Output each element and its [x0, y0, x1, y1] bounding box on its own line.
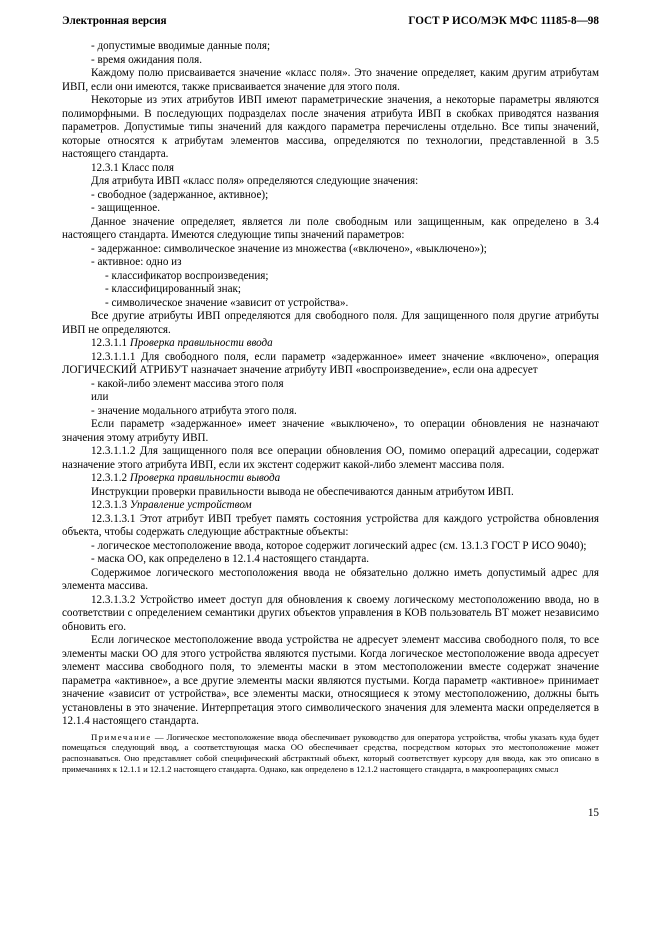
note-label: Примечание	[91, 731, 152, 742]
clause-number: 12.3.1.3	[91, 499, 128, 511]
paragraph: - какой-либо элемент массива этого поля	[91, 377, 284, 390]
note-paragraph	[62, 732, 599, 775]
paragraph: Если параметр «задержанное» имеет значение «выключено», то операции обновления не назначают значения этому атрибуту ИВП.	[62, 418, 599, 444]
paragraph: Каждому полю присваивается значение «класс поля». Это значение определяет, каким другим атрибутам ИВП, если они имеются, также присваивается значение для этого поля.	[62, 67, 599, 93]
paragraph: Содержимое логического местоположения ввода не обязательно должно иметь допустимый адрес для элемента массива.	[62, 566, 599, 592]
paragraph: - значение модального атрибута этого поля.	[91, 404, 297, 417]
paragraph: 12.3.1.1.2 Для защищенного поля все операции обновления ОО, помимо операций адресации, содержат назначение этого атрибута ИВП, если их экстент содержит какой-либо элемент массива поля.	[62, 445, 599, 471]
paragraph: - допустимые вводимые данные поля;	[91, 40, 271, 52]
paragraph: - маска ОО, как определено в 12.1.4 настоящего стандарта.	[91, 553, 370, 565]
paragraph: - время ожидания поля.	[91, 53, 203, 66]
paragraph: 12.3.1.3.1 Этот атрибут ИВП требует память состояния устройства для каждого устройства обновления объекта, чтобы содержать следующие абстрактные объекты:	[62, 512, 599, 538]
document-body	[62, 40, 599, 775]
paragraph: 12.3.1.3.2 Устройство имеет доступ для обновления к своему логическому местоположению ввода, но в соответствии с определением семантики других объектов управления в КОВ пользователь ВТ может независимо обновить его.	[62, 593, 599, 633]
clause-title: Проверка правильности ввода	[129, 337, 273, 349]
paragraph: - символическое значение «зависит от устройства».	[105, 296, 349, 309]
clause-title: Проверка правильности вывода	[129, 472, 281, 484]
paragraph: - активное: одно из	[91, 256, 182, 268]
header-edition-label: Электронная версия	[62, 15, 167, 27]
paragraph: Некоторые из этих атрибутов ИВП имеют параметрические значения, а некоторые параметры являются полиморфными. В последующих подразделах после значения атрибута ИВП в скобках приводятся названия параметров. Допустимые типы значений для каждого параметра перечислены отдельно. Все типы значений, которые относятся к атрибутам элементов массива, определяются по технологии, представленной в 3.5 настоящего стандарта.	[62, 94, 599, 160]
header-standard-code: ГОСТ Р ИСО/МЭК МФС 11185-8—98	[408, 15, 599, 27]
paragraph: или	[91, 391, 109, 403]
paragraph: 12.3.1.1.1 Для свободного поля, если параметр «задержанное» имеет значение «включено», операция ЛОГИЧЕСКИЙ АТРИБУТ назначает значение атрибуту ИВП «воспроизведение», если она адресует	[62, 350, 599, 376]
paragraph: Все другие атрибуты ИВП определяются для свободного поля. Для защищенного поля другие атрибуты ИВП не определяются.	[62, 310, 599, 336]
paragraph: Инструкции проверки правильности вывода не обеспечиваются данным атрибутом ИВП.	[91, 485, 514, 498]
clause-number: 12.3.1.1	[91, 337, 128, 349]
page-number: 15	[587, 807, 599, 819]
paragraph: - логическое местоположение ввода, которое содержит логический адрес (см. 13.1.3 ГОСТ Р ИСО 9040);	[91, 539, 587, 552]
paragraph: - защищенное.	[91, 202, 160, 214]
paragraph: Данное значение определяет, является ли поле свободным или защищенным, как определено в 3.4 настоящего стандарта. Имеются следующие типы значений параметров:	[62, 215, 599, 241]
note-text: — Логическое местоположение ввода обеспечивает руководство для оператора устройства, чтобы указать куда будет помещаться следующий ввод, а соответствующая маска ОО обеспечивает средства, посредством которых это местоположение может распознаваться. Оно представляет собой специфический абстрактный объект, который соответствует курсору для ввода, как это описано в примечаниях к 12.1.1 и 12.1.2 настоящего стандарта. Однако, как определено в 12.1.2 настоящего стандарта, в макрооперациях смысл	[62, 731, 599, 774]
paragraph	[62, 499, 599, 513]
paragraph: - классифицированный знак;	[105, 283, 241, 295]
clause-number: 12.3.1.2	[91, 472, 128, 484]
paragraph: Если логическое местоположение ввода устройства не адресует элемент массива свободного поля, то все элементы маски ОО для этого устройства являются пустыми. Когда логическое местоположение ввода адресует элемент массива свободного поля, то элементы маски в этом местоположении вместе содержат значение параметра «активное», а все другие элементы маски являются пустыми. Когда параметр «активное» принимает значение «зависит от устройства», все элементы маски, относящиеся к этому местоположению, должны быть установлены в это значение. Интерпретация этого символического значения для элемента маски определяется в 12.1.4 настоящего стандарта.	[62, 634, 599, 727]
paragraph: Для атрибута ИВП «класс поля» определяются следующие значения:	[91, 175, 419, 187]
paragraph	[62, 337, 599, 351]
paragraph: - классификатор воспроизведения;	[105, 269, 269, 282]
clause-title: Управление устройством	[129, 499, 252, 511]
paragraph	[62, 472, 599, 486]
paragraph: 12.3.1 Класс поля	[91, 161, 174, 174]
paragraph: - задержанное: символическое значение из множества («включено», «выключено»);	[91, 242, 487, 255]
paragraph: - свободное (задержанное, активное);	[91, 188, 269, 201]
